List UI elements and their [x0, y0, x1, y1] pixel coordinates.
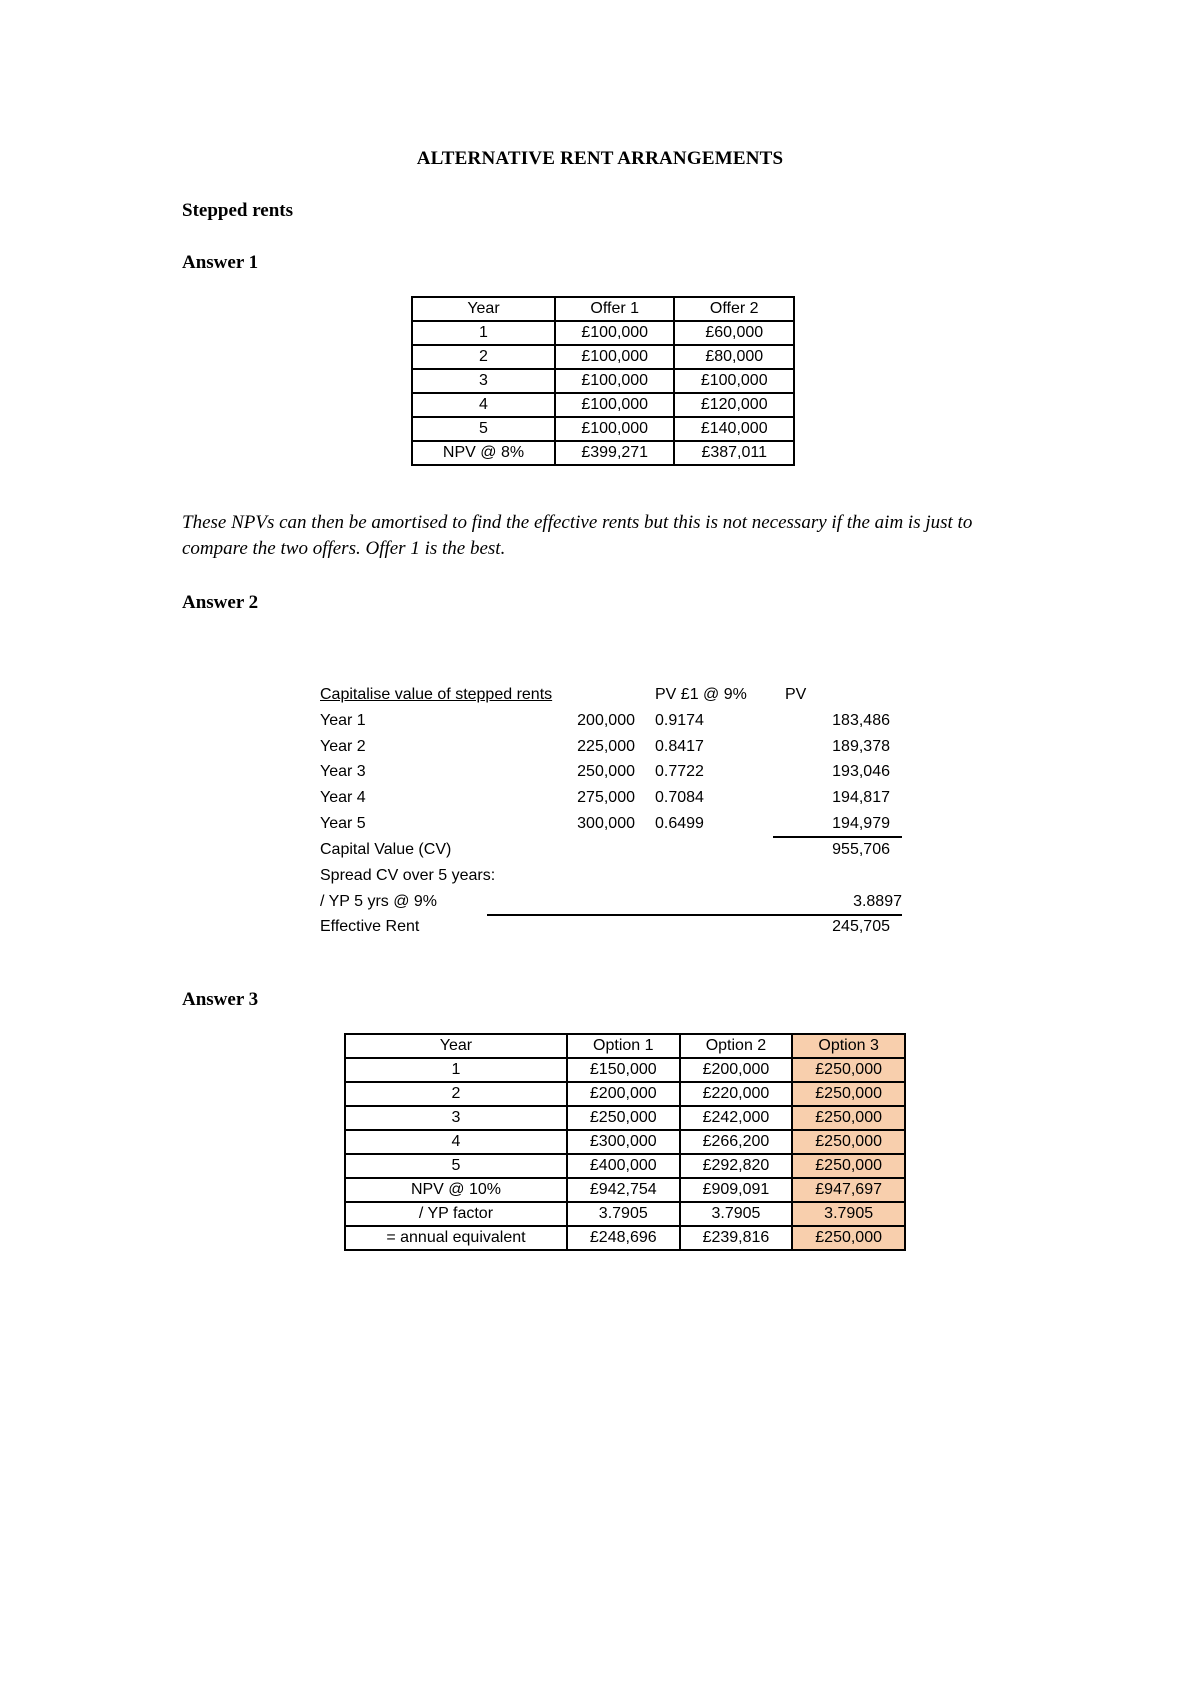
table-cell: £200,000 [680, 1058, 793, 1082]
answer2-heading: Answer 2 [182, 592, 259, 613]
table-cell-highlight: 3.7905 [792, 1202, 905, 1226]
table-row [412, 321, 794, 345]
table-cell-highlight: £250,000 [792, 1058, 905, 1082]
row-pv: 194,817 [832, 789, 890, 806]
table-cell: £120,000 [674, 393, 794, 417]
total-rule [487, 914, 902, 916]
header-cell: Option 2 [680, 1034, 793, 1058]
table-cell: 2 [412, 345, 555, 369]
table-cell-highlight: £250,000 [792, 1226, 905, 1250]
spread-label: Spread CV over 5 years: [320, 867, 496, 884]
row-label: Year 5 [320, 815, 366, 832]
table-cell: £250,000 [567, 1106, 680, 1130]
table-row [345, 1178, 905, 1202]
header-cell: Year [412, 297, 555, 321]
table-cell-highlight: £250,000 [792, 1154, 905, 1178]
table-cell: £292,820 [680, 1154, 793, 1178]
table-row [412, 345, 794, 369]
table-row [345, 1154, 905, 1178]
table-cell: £909,091 [680, 1178, 793, 1202]
table-cell: £80,000 [674, 345, 794, 369]
table-header-row [345, 1034, 905, 1058]
effective-rent-label: Effective Rent [320, 918, 420, 935]
capitalisation-table [320, 685, 910, 945]
row-pv: 194,979 [832, 815, 890, 832]
table-cell: £140,000 [674, 417, 794, 441]
table-cell: £100,000 [555, 393, 675, 417]
header-cell: Offer 2 [674, 297, 794, 321]
table-cell: £266,200 [680, 1130, 793, 1154]
table-cell: 1 [412, 321, 555, 345]
cv-label: Capital Value (CV) [320, 841, 452, 858]
yp-value: 3.8897 [853, 893, 902, 910]
table-row [345, 1226, 905, 1250]
cv-value: 955,706 [832, 841, 890, 858]
table-cell: £300,000 [567, 1130, 680, 1154]
table-cell: £400,000 [567, 1154, 680, 1178]
table-row [412, 393, 794, 417]
header-cell: Option 1 [567, 1034, 680, 1058]
table-cell: 3 [412, 369, 555, 393]
answer1-table [411, 296, 795, 466]
table-cell-highlight: £947,697 [792, 1178, 905, 1202]
table-cell-highlight: £250,000 [792, 1130, 905, 1154]
table-cell: / YP factor [345, 1202, 567, 1226]
table-row [345, 1106, 905, 1130]
table-cell: NPV @ 10% [345, 1178, 567, 1202]
answer1-note: These NPVs can then be amortised to find the effective rents but this is not necessary if the aim is just to compare the two offers. Offer 1 is the best. [182, 512, 973, 559]
row-amount: 300,000 [577, 815, 635, 832]
answer3-heading: Answer 3 [182, 989, 259, 1010]
table-cell: 5 [412, 417, 555, 441]
yp-label: / YP 5 yrs @ 9% [320, 893, 438, 910]
header-cell: Year [345, 1034, 567, 1058]
row-amount: 200,000 [577, 712, 635, 729]
table-cell: £399,271 [555, 441, 675, 465]
answer3-table [344, 1033, 906, 1251]
row-pv: 193,046 [832, 763, 890, 780]
table-cell: £100,000 [555, 417, 675, 441]
table-cell: £200,000 [567, 1082, 680, 1106]
table-cell: = annual equivalent [345, 1226, 567, 1250]
row-pv: 189,378 [832, 738, 890, 755]
table-cell: £248,696 [567, 1226, 680, 1250]
row-label: Year 4 [320, 789, 366, 806]
row-label: Year 1 [320, 712, 366, 729]
table-cell: £220,000 [680, 1082, 793, 1106]
table-row [412, 369, 794, 393]
row-pv: 183,486 [832, 712, 890, 729]
table-cell: NPV @ 8% [412, 441, 555, 465]
table-cell: 4 [412, 393, 555, 417]
row-factor: 0.6499 [655, 815, 704, 832]
table-row [412, 417, 794, 441]
table-cell: £100,000 [555, 345, 675, 369]
table-cell: £150,000 [567, 1058, 680, 1082]
table-cell: 2 [345, 1082, 567, 1106]
row-label: Year 3 [320, 763, 366, 780]
col-pv-factor-header: PV £1 @ 9% [655, 686, 747, 703]
table-cell: £239,816 [680, 1226, 793, 1250]
row-amount: 275,000 [577, 789, 635, 806]
table-cell: 3.7905 [680, 1202, 793, 1226]
table-cell: £242,000 [680, 1106, 793, 1130]
table-row [345, 1202, 905, 1226]
table-cell: £942,754 [567, 1178, 680, 1202]
row-factor: 0.9174 [655, 712, 704, 729]
table-cell: £387,011 [674, 441, 794, 465]
table-cell-highlight: £250,000 [792, 1106, 905, 1130]
table-cell: £60,000 [674, 321, 794, 345]
row-label: Year 2 [320, 738, 366, 755]
header-cell: Offer 1 [555, 297, 675, 321]
row-amount: 250,000 [577, 763, 635, 780]
table-cell: £100,000 [555, 369, 675, 393]
section-heading: Stepped rents [182, 200, 294, 221]
subtotal-rule [773, 836, 902, 838]
page-title: ALTERNATIVE RENT ARRANGEMENTS [416, 148, 784, 169]
table-cell-highlight: £250,000 [792, 1082, 905, 1106]
table-cell: £100,000 [674, 369, 794, 393]
table-cell: 4 [345, 1130, 567, 1154]
answer1-heading: Answer 1 [182, 252, 259, 273]
table-row [345, 1082, 905, 1106]
row-factor: 0.7084 [655, 789, 704, 806]
effective-rent-value: 245,705 [832, 918, 890, 935]
header-cell-highlight: Option 3 [792, 1034, 905, 1058]
row-factor: 0.8417 [655, 738, 704, 755]
table-cell: 5 [345, 1154, 567, 1178]
row-factor: 0.7722 [655, 763, 704, 780]
table-cell: 3 [345, 1106, 567, 1130]
table-cell: 1 [345, 1058, 567, 1082]
table-cell: £100,000 [555, 321, 675, 345]
table-row [412, 441, 794, 465]
row-amount: 225,000 [577, 738, 635, 755]
table-header-row [412, 297, 794, 321]
table-row [345, 1130, 905, 1154]
table-cell: 3.7905 [567, 1202, 680, 1226]
col-label-header: Capitalise value of stepped rents [320, 686, 553, 703]
table-row [345, 1058, 905, 1082]
col-pv-header: PV [785, 686, 807, 703]
